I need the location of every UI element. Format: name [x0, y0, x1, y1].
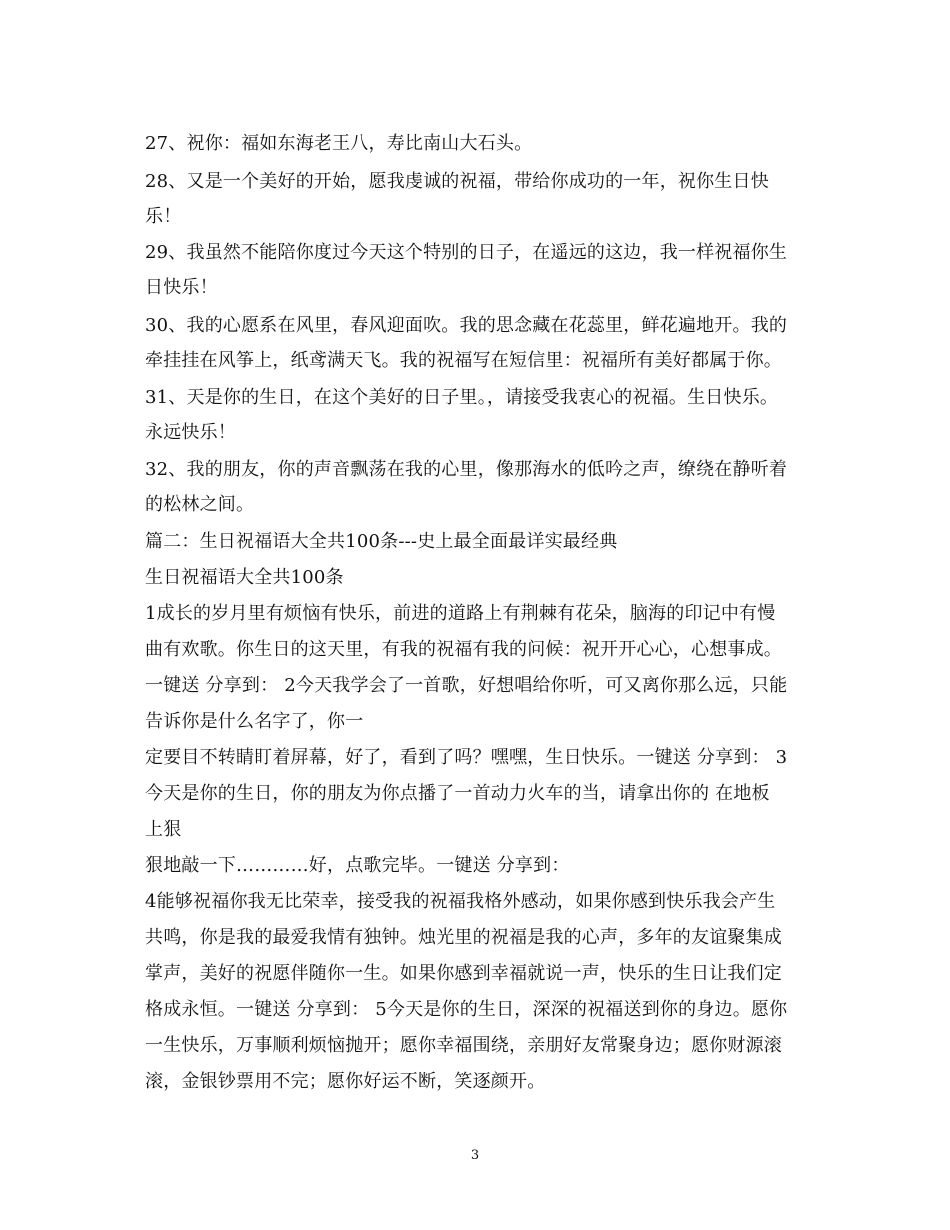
text-line: 告诉你是什么名字了，你一 — [145, 711, 364, 732]
text-line: 一生快乐，万事顺利烦恼抛开；愿你幸福围绕，亲朋好友常聚身边；愿你财源滚 — [145, 1035, 782, 1056]
text-line: 永远快乐！ — [145, 422, 236, 443]
section-heading: 篇二：生日祝福语大全共100条---史上最全面最详实最经典 — [145, 531, 618, 552]
text-line: 29、我虽然不能陪你度过今天这个特别的日子，在遥远的这边，我一样祝福你生 — [145, 242, 788, 263]
text-line: 共鸣，你是我的最爱我情有独钟。烛光里的祝福是我的心声，多年的友谊聚集成 — [145, 927, 782, 948]
text-line: 30、我的心愿系在风里，春风迎面吹。我的思念藏在花蕊里，鲜花遍地开。我的 — [145, 315, 788, 336]
text-line: 牵挂挂在风筝上，纸鸢满天飞。我的祝福写在短信里：祝福所有美好都属于你。 — [145, 350, 782, 371]
text-line: 32、我的朋友，你的声音飘荡在我的心里，像那海水的低吟之声，缭绕在静听着 — [145, 459, 788, 480]
text-line: 一键送 分享到： 2今天我学会了一首歌，好想唱给你听，可又离你那么远，只能 — [145, 675, 788, 696]
text-line: 日快乐！ — [145, 277, 218, 298]
text-line: 27、祝你：福如东海老王八，寿比南山大石头。 — [145, 133, 533, 154]
page-number: 3 — [470, 1148, 480, 1163]
text-line: 的松林之间。 — [145, 494, 255, 515]
text-line: 掌声，美好的祝愿伴随你一生。如果你感到幸福就说一声，快乐的生日让我们定 — [145, 963, 782, 984]
text-line: 狠地敲一下…………好，点歌完毕。一键送 分享到： — [145, 855, 570, 876]
text-line: 定要目不转睛盯着屏幕，好了，看到了吗？嘿嘿，生日快乐。一键送 分享到： 3 — [145, 747, 788, 768]
text-line: 滚，金银钞票用不完；愿你好运不断，笑逐颜开。 — [145, 1071, 546, 1092]
text-line: 今天是你的生日，你的朋友为你点播了一首动力火车的当，请拿出你的 在地板 — [145, 783, 770, 804]
text-line: 乐！ — [145, 206, 182, 227]
text-line: 31、天是你的生日，在这个美好的日子里。，请接受我衷心的祝福。生日快乐。 — [145, 387, 779, 408]
text-line: 4能够祝福你我无比荣幸，接受我的祝福我格外感动，如果你感到快乐我会产生 — [145, 891, 776, 912]
text-line: 曲有欢歌。你生日的这天里，有我的祝福有我的问候：祝开开心心，心想事成。 — [145, 639, 782, 660]
text-line: 28、又是一个美好的开始，愿我虔诚的祝福，带给你成功的一年，祝你生日快 — [145, 171, 769, 192]
text-line: 上狠 — [145, 819, 182, 840]
text-line: 1成长的岁月里有烦恼有快乐，前进的道路上有荆棘有花朵，脑海的印记中有慢 — [145, 603, 776, 624]
text-line: 格成永恒。一键送 分享到： 5今天是你的生日，深深的祝福送到你的身边。愿你 — [145, 999, 788, 1020]
section-subheading: 生日祝福语大全共100条 — [145, 567, 344, 588]
